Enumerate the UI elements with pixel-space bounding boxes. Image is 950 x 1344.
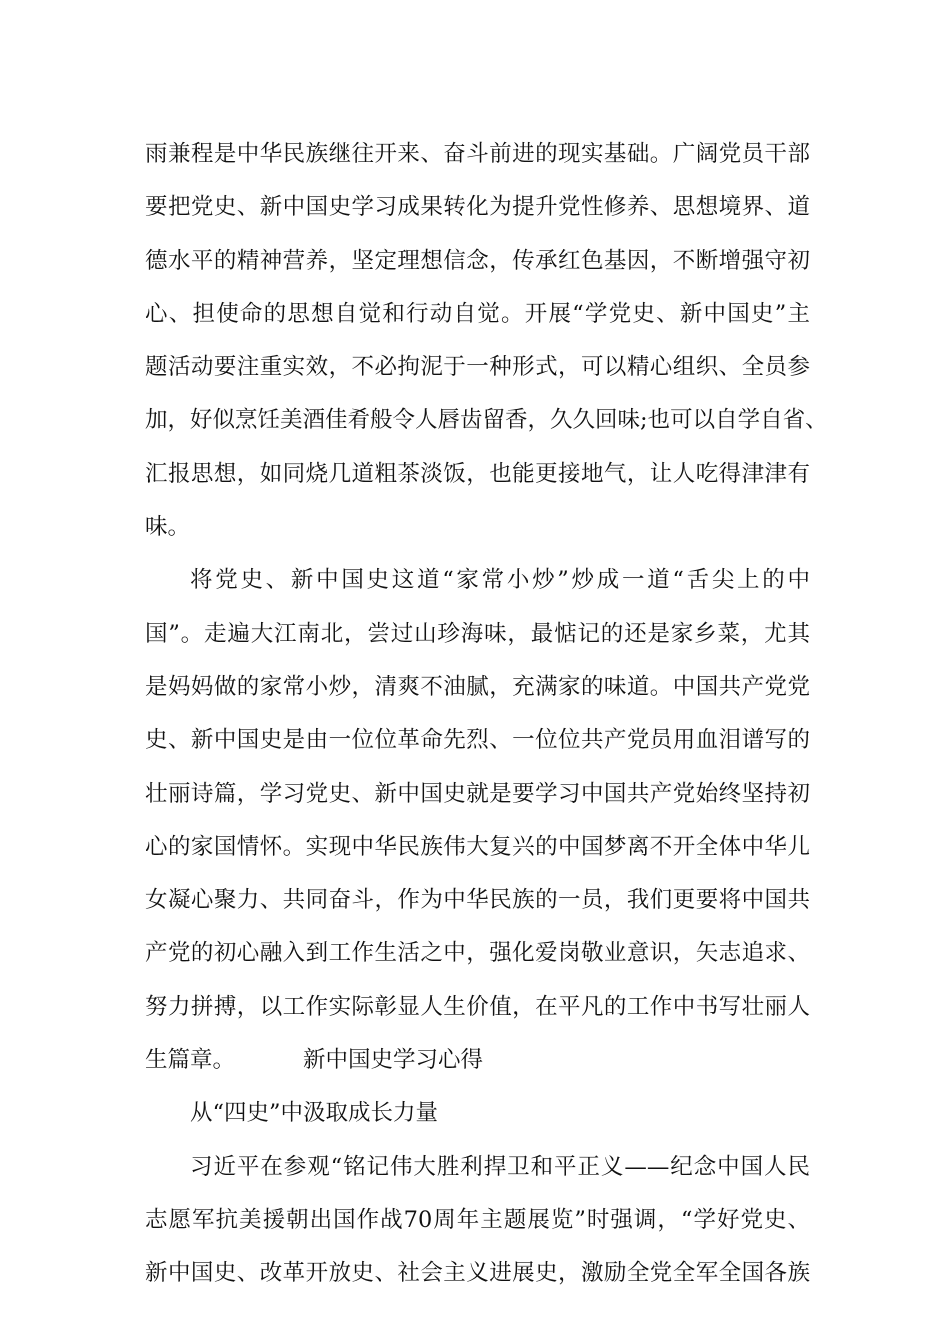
article-title: 从“四史”中汲取成长力量 xyxy=(190,1100,439,1127)
text-line: 志愿军抗美援朝出国作战70周年主题展览”时强调，“学好党史、 xyxy=(145,1206,810,1233)
text-line: 女凝心聚力、共同奋斗，作为中华民族的一员，我们更要将中国共 xyxy=(145,887,810,914)
text-line: 心、担使命的思想自觉和行动自觉。开展“学党史、新中国史”主 xyxy=(145,300,810,327)
text-line: 国”。走遍大江南北，尝过山珍海味，最惦记的还是家乡菜，尤其 xyxy=(145,620,810,647)
text-line: 壮丽诗篇，学习党史、新中国史就是要学习中国共产党始终坚持初 xyxy=(145,780,810,807)
section-title: 新中国史学习心得 xyxy=(303,1047,484,1074)
text-line: 将党史、新中国史这道“家常小炒”炒成一道“舌尖上的中 xyxy=(190,567,810,594)
text-line: 史、新中国史是由一位位革命先烈、一位位共产党员用血泪谱写的 xyxy=(145,727,810,754)
text-line: 雨兼程是中华民族继往开来、奋斗前进的现实基础。广阔党员干部 xyxy=(145,141,810,167)
text-line: 努力拼搏，以工作实际彰显人生价值，在平凡的工作中书写壮丽人 xyxy=(145,993,810,1020)
text-line: 加，好似烹饪美酒佳肴般令人唇齿留香，久久回味;也可以自学自省、 xyxy=(145,407,828,434)
text-line: 是妈妈做的家常小炒，清爽不油腻，充满家的味道。中国共产党党 xyxy=(145,673,810,700)
text-line: 新中国史、改革开放史、社会主义进展史，激励全党全军全国各族 xyxy=(145,1260,810,1287)
document-body xyxy=(145,128,828,1301)
text-line: 心的家国情怀。实现中华民族伟大复兴的中国梦离不开全体中华儿 xyxy=(145,833,810,860)
text-line: 味。 xyxy=(145,514,191,541)
text-line: 习近平在参观“铭记伟大胜利捍卫和平正义——纪念中国人民 xyxy=(190,1153,810,1180)
text-line xyxy=(145,1034,810,1087)
text-line: 产党的初心融入到工作生活之中，强化爱岗敬业意识，矢志追求、 xyxy=(145,940,810,967)
text-line: 要把党史、新中国史学习成果转化为提升党性修养、思想境界、道 xyxy=(145,194,810,221)
text-line: 德水平的精神营养，坚定理想信念，传承红色基因，不断增强守初 xyxy=(145,247,810,274)
paragraph-end-text: 生篇章。 xyxy=(145,1047,236,1074)
text-line: 汇报思想，如同烧几道粗茶淡饭，也能更接地气，让人吃得津津有 xyxy=(145,460,810,487)
text-line: 题活动要注重实效，不必拘泥于一种形式，可以精心组织、全员参 xyxy=(145,354,810,381)
